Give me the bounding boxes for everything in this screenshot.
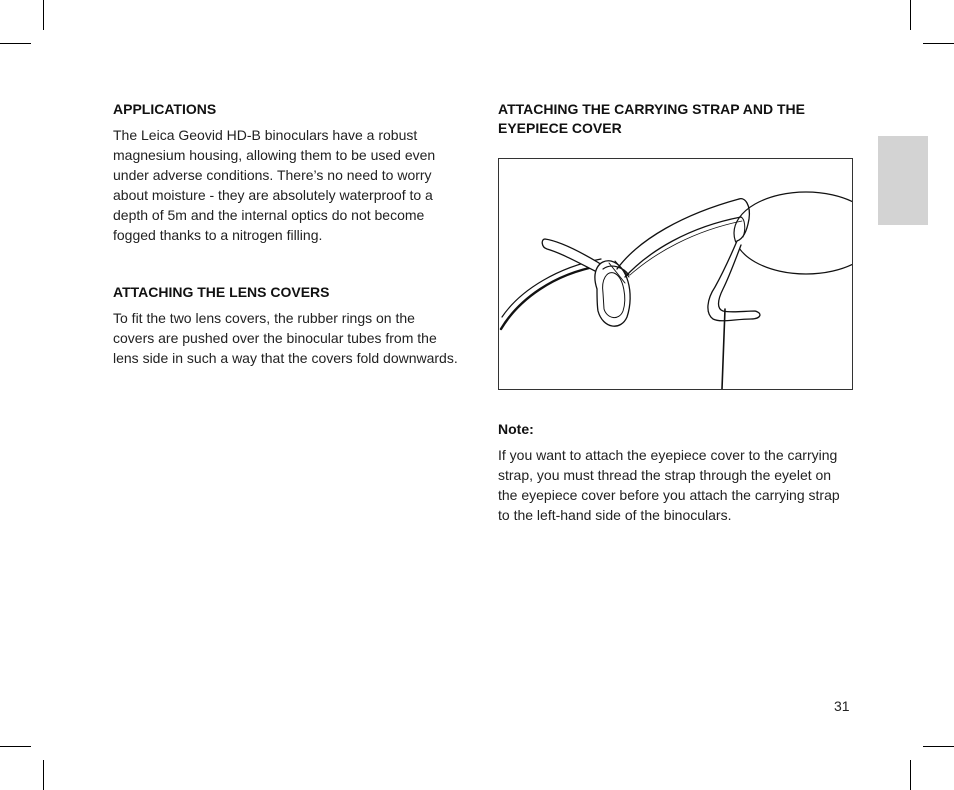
crop-mark-top-left-vertical [43,0,44,30]
crop-mark-bottom-right-vertical [910,760,911,790]
applications-text: The Leica Geovid HD-B binoculars have a robust magnesium housing, allowing them to be used even under adverse conditions. There’s no need to worry about moisture - they are absolutely waterproof to a depth of 5m and the internal optics do not become fogged thanks to a nitrogen filling. [113,127,436,243]
carrying-strap-heading: ATTACHING THE CARRYING STRAP AND THE EYEPIECE COVER [498,101,805,136]
section-tab [878,136,928,225]
lens-covers-text: To fit the two lens covers, the rubber rings on the covers are pushed over the binocular tubes from the lens side in such a way that the covers fold downwards. [113,310,458,366]
crop-mark-bottom-left-vertical [43,760,44,790]
crop-mark-bottom-left-horizontal [0,746,31,747]
note-text: If you want to attach the eyepiece cover to the carrying strap, you must thread the strap through the eyelet on the eyepiece cover before you attach the carrying strap to the left-hand side of the binoculars. [498,447,840,523]
applications-heading: APPLICATIONS [113,101,217,117]
strap-illustration [498,158,853,390]
lens-covers-heading: ATTACHING THE LENS COVERS [113,284,330,300]
crop-mark-top-left-horizontal [0,43,31,44]
crop-mark-top-right-vertical [910,0,911,30]
crop-mark-top-right-horizontal [923,43,954,44]
note-heading: Note: [498,421,534,437]
crop-mark-bottom-right-horizontal [923,746,954,747]
page-number: 31 [834,698,850,714]
strap-drawing [499,159,852,389]
